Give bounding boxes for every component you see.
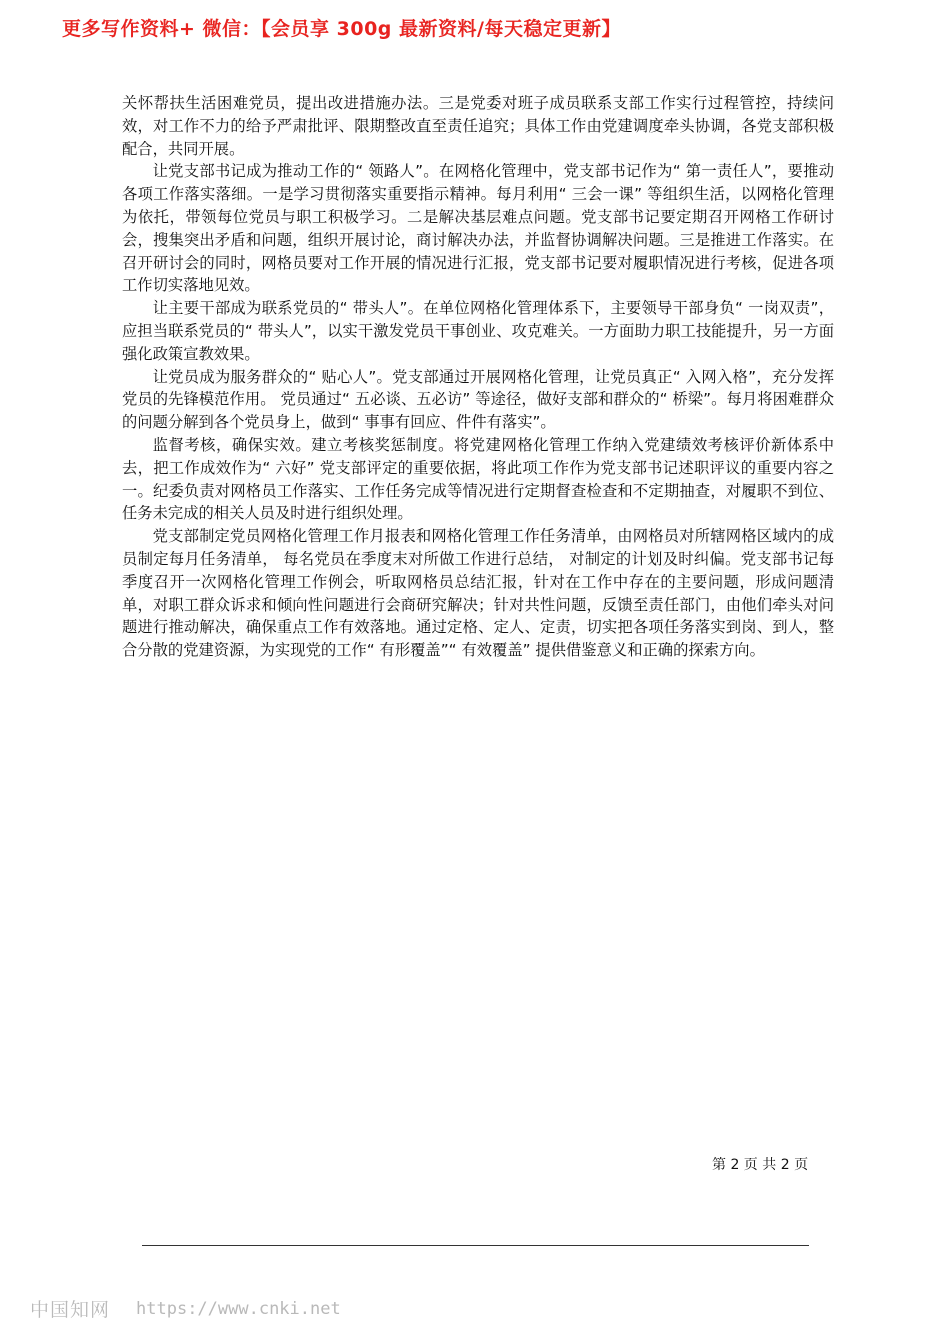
page-number: 第 2 页 共 2 页: [712, 1157, 809, 1173]
paragraph: 让主要干部成为联系党员的“ 带头人”。在单位网格化管理体系下，主要领导干部身负“ 一岗双责”，应担当联系党员的“ 带头人”，以实干激发党员干事创业、攻克难关。一方面助力职工技能提升，另一方面强化政策宣教效果。: [122, 299, 834, 363]
paragraph: 让党员成为服务群众的“ 贴心人”。党支部通过开展网格化管理，让党员真正“ 入网入格”，充分发挥党员的先锋模范作用。 党员通过“ 五必谈、五必访” 等途径，做好支部和群众的“ 桥梁”。每月将困难群众的问题分解到各个党员身上，做到“ 事事有回应、件件有落实”。: [122, 367, 834, 432]
watermark: [30, 1295, 341, 1322]
footer-divider: [142, 1245, 809, 1246]
paragraph: 关怀帮扶生活困难党员，提出改进措施办法。三是党委对班子成员联系支部工作实行过程管控，持续问效，对工作不力的给予严肃批评、限期整改直至责任追究；具体工作由党建调度牵头协调，各党支部积极配合，共同开展。: [122, 94, 834, 158]
watermark-url: https://www.cnki.net: [136, 1298, 341, 1319]
paragraph: 党支部制定党员网格化管理工作月报表和网格化管理工作任务清单，由网格员对所辖网格区域内的成员制定每月任务清单， 每名党员在季度末对所做工作进行总结， 对制定的计划及时纠偏。党支部书记每季度召开一次网格化管理工作例会，听取网格员总结汇报，针对在工作中存在的主要问题，形成问题清单，对职工群众诉求和倾向性问题进行会商研究解决；针对共性问题，反馈至责任部门，由他们牵头对问题进行推动解决，确保重点工作有效落地。通过定格、定人、定责，切实把各项任务落实到岗、到人，整合分散的党建资源，为实现党的工作“ 有形覆盖”“ 有效覆盖” 提供借鉴意义和正确的探索方向。: [122, 527, 834, 660]
cnki-logo: 中国知网: [30, 1299, 111, 1321]
paragraph: 让党支部书记成为推动工作的“ 领路人”。在网格化管理中，党支部书记作为“ 第一责任人”，要推动各项工作落实落细。一是学习贯彻落实重要指示精神。每月利用“ 三会一课” 等组织生活，以网格化管理为依托，带领每位党员与职工积极学习。二是解决基层难点问题。党支部书记要定期召开网格工作研讨会，搜集突出矛盾和问题，组织开展讨论，商讨解决办法，并监督协调解决问题。三是推进工作落实。在召开研讨会的同时，网格员要对工作开展的情况进行汇报，党支部书记要对履职情况进行考核，促进各项工作切实落地见效。: [122, 162, 834, 295]
promo-banner: 更多写作资料+ 微信：【会员享 300g 最新资料/每天稳定更新】: [62, 18, 621, 40]
document-body: [122, 92, 834, 662]
paragraph: 监督考核，确保实效。建立考核奖惩制度。将党建网格化管理工作纳入党建绩效考核评价新体系中去，把工作成效作为“ 六好” 党支部评定的重要依据，将此项工作作为党支部书记述职评议的重要内容之一。纪委负责对网格员工作落实、工作任务完成等情况进行定期督查检查和不定期抽查，对履职不到位、任务未完成的相关人员及时进行组织处理。: [122, 435, 834, 523]
